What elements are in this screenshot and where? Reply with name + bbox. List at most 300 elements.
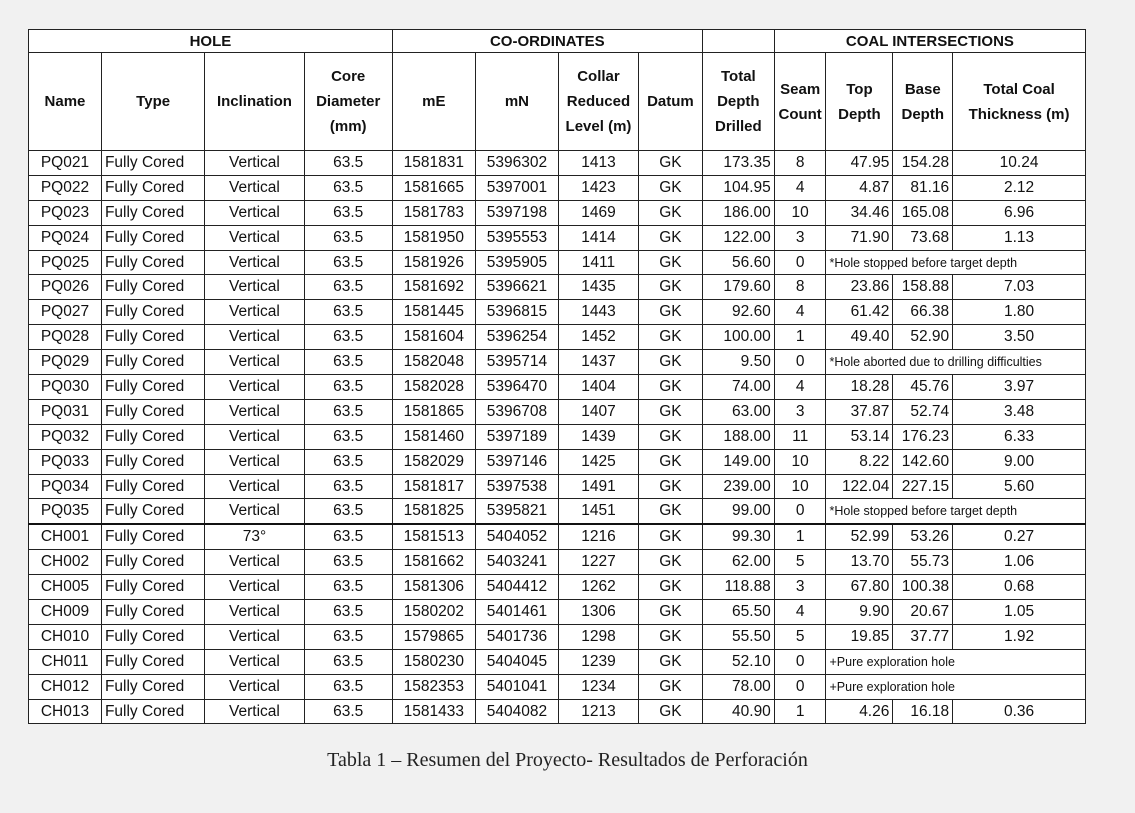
cell-me: 1580202 xyxy=(392,600,475,625)
cell-inclination: Vertical xyxy=(205,200,304,225)
cell-mn: 5395714 xyxy=(475,350,558,375)
cell-me: 1581783 xyxy=(392,200,475,225)
cell-collar-level: 1439 xyxy=(558,424,638,449)
cell-me: 1581445 xyxy=(392,300,475,325)
cell-type: Fully Cored xyxy=(101,649,204,674)
cell-type: Fully Cored xyxy=(101,499,204,524)
cell-total-depth: 100.00 xyxy=(702,325,774,350)
cell-coal-thickness: 10.24 xyxy=(953,151,1086,176)
cell-mn: 5397538 xyxy=(475,474,558,499)
group-header-coal-intersections: COAL INTERSECTIONS xyxy=(774,30,1085,53)
cell-datum: GK xyxy=(639,399,703,424)
cell-core-diameter: 63.5 xyxy=(304,474,392,499)
cell-base-depth: 227.15 xyxy=(893,474,953,499)
cell-total-depth: 99.00 xyxy=(702,499,774,524)
cell-name: PQ035 xyxy=(29,499,102,524)
cell-collar-level: 1411 xyxy=(558,250,638,275)
cell-top-depth: 34.46 xyxy=(826,200,893,225)
cell-seam-count: 4 xyxy=(774,300,826,325)
cell-top-depth: 8.22 xyxy=(826,449,893,474)
cell-name: PQ028 xyxy=(29,325,102,350)
cell-coal-thickness: 3.48 xyxy=(953,399,1086,424)
cell-collar-level: 1239 xyxy=(558,649,638,674)
cell-coal-thickness: 1.13 xyxy=(953,225,1086,250)
cell-collar-level: 1213 xyxy=(558,699,638,724)
cell-core-diameter: 63.5 xyxy=(304,575,392,600)
cell-total-depth: 118.88 xyxy=(702,575,774,600)
cell-type: Fully Cored xyxy=(101,375,204,400)
col-header-total-depth: Total Depth Drilled xyxy=(702,53,774,151)
cell-core-diameter: 63.5 xyxy=(304,649,392,674)
cell-me: 1581665 xyxy=(392,175,475,200)
cell-me: 1581460 xyxy=(392,424,475,449)
cell-name: CH009 xyxy=(29,600,102,625)
cell-mn: 5403241 xyxy=(475,550,558,575)
cell-me: 1581513 xyxy=(392,524,475,549)
cell-type: Fully Cored xyxy=(101,674,204,699)
cell-inclination: Vertical xyxy=(205,499,304,524)
cell-top-depth: 52.99 xyxy=(826,524,893,549)
table-caption: Tabla 1 – Resumen del Proyecto- Resultados de Perforación xyxy=(327,749,808,771)
cell-total-depth: 56.60 xyxy=(702,250,774,275)
cell-collar-level: 1437 xyxy=(558,350,638,375)
cell-type: Fully Cored xyxy=(101,699,204,724)
cell-me: 1581662 xyxy=(392,550,475,575)
col-header-type: Type xyxy=(101,53,204,151)
cell-type: Fully Cored xyxy=(101,424,204,449)
cell-total-depth: 62.00 xyxy=(702,550,774,575)
cell-type: Fully Cored xyxy=(101,151,204,176)
cell-note: +Pure exploration hole xyxy=(826,674,1086,699)
cell-datum: GK xyxy=(639,275,703,300)
table-row xyxy=(29,524,1086,549)
cell-name: PQ026 xyxy=(29,275,102,300)
cell-type: Fully Cored xyxy=(101,600,204,625)
cell-core-diameter: 63.5 xyxy=(304,151,392,176)
cell-base-depth: 16.18 xyxy=(893,699,953,724)
cell-base-depth: 158.88 xyxy=(893,275,953,300)
cell-seam-count: 3 xyxy=(774,399,826,424)
cell-name: PQ030 xyxy=(29,375,102,400)
cell-seam-count: 5 xyxy=(774,624,826,649)
cell-seam-count: 0 xyxy=(774,250,826,275)
cell-base-depth: 154.28 xyxy=(893,151,953,176)
cell-base-depth: 142.60 xyxy=(893,449,953,474)
cell-core-diameter: 63.5 xyxy=(304,225,392,250)
cell-seam-count: 5 xyxy=(774,550,826,575)
cell-total-depth: 239.00 xyxy=(702,474,774,499)
cell-type: Fully Cored xyxy=(101,225,204,250)
cell-datum: GK xyxy=(639,200,703,225)
group-header-row xyxy=(29,30,1086,53)
cell-collar-level: 1425 xyxy=(558,449,638,474)
cell-core-diameter: 63.5 xyxy=(304,424,392,449)
cell-total-depth: 63.00 xyxy=(702,399,774,424)
cell-datum: GK xyxy=(639,175,703,200)
cell-core-diameter: 63.5 xyxy=(304,175,392,200)
cell-base-depth: 52.74 xyxy=(893,399,953,424)
cell-datum: GK xyxy=(639,151,703,176)
cell-name: CH010 xyxy=(29,624,102,649)
cell-seam-count: 4 xyxy=(774,600,826,625)
cell-name: PQ033 xyxy=(29,449,102,474)
cell-type: Fully Cored xyxy=(101,399,204,424)
cell-total-depth: 149.00 xyxy=(702,449,774,474)
cell-inclination: Vertical xyxy=(205,600,304,625)
col-header-mn: mN xyxy=(475,53,558,151)
cell-collar-level: 1452 xyxy=(558,325,638,350)
cell-coal-thickness: 0.36 xyxy=(953,699,1086,724)
cell-coal-thickness: 6.33 xyxy=(953,424,1086,449)
cell-base-depth: 20.67 xyxy=(893,600,953,625)
table-row xyxy=(29,699,1086,724)
cell-base-depth: 176.23 xyxy=(893,424,953,449)
cell-collar-level: 1414 xyxy=(558,225,638,250)
cell-coal-thickness: 6.96 xyxy=(953,200,1086,225)
table-row xyxy=(29,575,1086,600)
cell-top-depth: 23.86 xyxy=(826,275,893,300)
table-row xyxy=(29,424,1086,449)
cell-coal-thickness: 7.03 xyxy=(953,275,1086,300)
cell-me: 1581865 xyxy=(392,399,475,424)
cell-core-diameter: 63.5 xyxy=(304,600,392,625)
col-header-top-depth: Top Depth xyxy=(826,53,893,151)
cell-top-depth: 9.90 xyxy=(826,600,893,625)
cell-me: 1581692 xyxy=(392,275,475,300)
cell-name: CH011 xyxy=(29,649,102,674)
cell-collar-level: 1234 xyxy=(558,674,638,699)
cell-total-depth: 65.50 xyxy=(702,600,774,625)
cell-base-depth: 45.76 xyxy=(893,375,953,400)
cell-mn: 5396815 xyxy=(475,300,558,325)
col-header-seam-count: Seam Count xyxy=(774,53,826,151)
cell-mn: 5404412 xyxy=(475,575,558,600)
col-header-base-depth: Base Depth xyxy=(893,53,953,151)
cell-datum: GK xyxy=(639,649,703,674)
cell-inclination: 73° xyxy=(205,524,304,549)
cell-inclination: Vertical xyxy=(205,674,304,699)
cell-coal-thickness: 1.92 xyxy=(953,624,1086,649)
cell-mn: 5401461 xyxy=(475,600,558,625)
cell-seam-count: 11 xyxy=(774,424,826,449)
cell-core-diameter: 63.5 xyxy=(304,674,392,699)
cell-total-depth: 179.60 xyxy=(702,275,774,300)
cell-mn: 5395553 xyxy=(475,225,558,250)
cell-base-depth: 81.16 xyxy=(893,175,953,200)
cell-core-diameter: 63.5 xyxy=(304,499,392,524)
cell-inclination: Vertical xyxy=(205,375,304,400)
cell-core-diameter: 63.5 xyxy=(304,550,392,575)
cell-name: CH002 xyxy=(29,550,102,575)
cell-me: 1581825 xyxy=(392,499,475,524)
cell-collar-level: 1413 xyxy=(558,151,638,176)
cell-mn: 5396470 xyxy=(475,375,558,400)
cell-datum: GK xyxy=(639,474,703,499)
cell-base-depth: 100.38 xyxy=(893,575,953,600)
cell-collar-level: 1216 xyxy=(558,524,638,549)
cell-top-depth: 49.40 xyxy=(826,325,893,350)
cell-seam-count: 0 xyxy=(774,350,826,375)
cell-datum: GK xyxy=(639,624,703,649)
cell-seam-count: 4 xyxy=(774,175,826,200)
cell-core-diameter: 63.5 xyxy=(304,275,392,300)
table-row xyxy=(29,674,1086,699)
cell-top-depth: 19.85 xyxy=(826,624,893,649)
cell-coal-thickness: 1.80 xyxy=(953,300,1086,325)
cell-name: PQ029 xyxy=(29,350,102,375)
cell-core-diameter: 63.5 xyxy=(304,449,392,474)
table-row xyxy=(29,325,1086,350)
cell-base-depth: 52.90 xyxy=(893,325,953,350)
cell-coal-thickness: 5.60 xyxy=(953,474,1086,499)
cell-inclination: Vertical xyxy=(205,399,304,424)
cell-total-depth: 173.35 xyxy=(702,151,774,176)
cell-core-diameter: 63.5 xyxy=(304,624,392,649)
cell-core-diameter: 63.5 xyxy=(304,200,392,225)
cell-me: 1580230 xyxy=(392,649,475,674)
cell-type: Fully Cored xyxy=(101,300,204,325)
cell-name: PQ024 xyxy=(29,225,102,250)
cell-inclination: Vertical xyxy=(205,250,304,275)
table-row xyxy=(29,300,1086,325)
col-header-inclination: Inclination xyxy=(205,53,304,151)
cell-inclination: Vertical xyxy=(205,699,304,724)
cell-seam-count: 10 xyxy=(774,474,826,499)
cell-core-diameter: 63.5 xyxy=(304,399,392,424)
cell-collar-level: 1423 xyxy=(558,175,638,200)
table-row xyxy=(29,399,1086,424)
cell-total-depth: 40.90 xyxy=(702,699,774,724)
cell-name: CH005 xyxy=(29,575,102,600)
table-row xyxy=(29,200,1086,225)
cell-seam-count: 1 xyxy=(774,325,826,350)
cell-total-depth: 52.10 xyxy=(702,649,774,674)
cell-seam-count: 10 xyxy=(774,200,826,225)
cell-core-diameter: 63.5 xyxy=(304,375,392,400)
cell-top-depth: 61.42 xyxy=(826,300,893,325)
cell-datum: GK xyxy=(639,699,703,724)
cell-datum: GK xyxy=(639,449,703,474)
cell-collar-level: 1491 xyxy=(558,474,638,499)
cell-me: 1581306 xyxy=(392,575,475,600)
cell-name: CH013 xyxy=(29,699,102,724)
cell-datum: GK xyxy=(639,325,703,350)
cell-inclination: Vertical xyxy=(205,575,304,600)
cell-type: Fully Cored xyxy=(101,474,204,499)
column-header-row xyxy=(29,53,1086,151)
cell-total-depth: 55.50 xyxy=(702,624,774,649)
cell-note: *Hole aborted due to drilling difficulties xyxy=(826,350,1086,375)
cell-base-depth: 73.68 xyxy=(893,225,953,250)
table-row xyxy=(29,449,1086,474)
cell-me: 1581433 xyxy=(392,699,475,724)
cell-seam-count: 4 xyxy=(774,375,826,400)
cell-coal-thickness: 3.50 xyxy=(953,325,1086,350)
cell-total-depth: 9.50 xyxy=(702,350,774,375)
group-header-spacer xyxy=(702,30,774,53)
cell-core-diameter: 63.5 xyxy=(304,699,392,724)
cell-me: 1582028 xyxy=(392,375,475,400)
cell-collar-level: 1407 xyxy=(558,399,638,424)
cell-name: PQ031 xyxy=(29,399,102,424)
cell-type: Fully Cored xyxy=(101,524,204,549)
cell-collar-level: 1435 xyxy=(558,275,638,300)
cell-inclination: Vertical xyxy=(205,225,304,250)
cell-me: 1579865 xyxy=(392,624,475,649)
cell-datum: GK xyxy=(639,225,703,250)
cell-core-diameter: 63.5 xyxy=(304,325,392,350)
cell-inclination: Vertical xyxy=(205,325,304,350)
col-header-me: mE xyxy=(392,53,475,151)
cell-seam-count: 0 xyxy=(774,674,826,699)
table-row xyxy=(29,649,1086,674)
cell-mn: 5395821 xyxy=(475,499,558,524)
cell-type: Fully Cored xyxy=(101,575,204,600)
cell-seam-count: 0 xyxy=(774,499,826,524)
cell-inclination: Vertical xyxy=(205,649,304,674)
cell-type: Fully Cored xyxy=(101,200,204,225)
cell-seam-count: 10 xyxy=(774,449,826,474)
cell-mn: 5396708 xyxy=(475,399,558,424)
cell-datum: GK xyxy=(639,524,703,549)
cell-coal-thickness: 1.05 xyxy=(953,600,1086,625)
cell-total-depth: 186.00 xyxy=(702,200,774,225)
cell-total-depth: 122.00 xyxy=(702,225,774,250)
cell-mn: 5397146 xyxy=(475,449,558,474)
cell-mn: 5397198 xyxy=(475,200,558,225)
cell-seam-count: 1 xyxy=(774,524,826,549)
cell-datum: GK xyxy=(639,600,703,625)
group-header-hole: HOLE xyxy=(29,30,393,53)
cell-core-diameter: 63.5 xyxy=(304,300,392,325)
cell-inclination: Vertical xyxy=(205,474,304,499)
col-header-datum: Datum xyxy=(639,53,703,151)
cell-inclination: Vertical xyxy=(205,151,304,176)
cell-top-depth: 53.14 xyxy=(826,424,893,449)
col-header-collar-level: Collar Reduced Level (m) xyxy=(558,53,638,151)
cell-datum: GK xyxy=(639,499,703,524)
table-row xyxy=(29,375,1086,400)
cell-base-depth: 53.26 xyxy=(893,524,953,549)
cell-mn: 5396254 xyxy=(475,325,558,350)
cell-top-depth: 13.70 xyxy=(826,550,893,575)
cell-seam-count: 3 xyxy=(774,225,826,250)
cell-inclination: Vertical xyxy=(205,449,304,474)
cell-me: 1581950 xyxy=(392,225,475,250)
cell-me: 1581831 xyxy=(392,151,475,176)
cell-seam-count: 0 xyxy=(774,649,826,674)
cell-coal-thickness: 2.12 xyxy=(953,175,1086,200)
cell-note: *Hole stopped before target depth xyxy=(826,499,1086,524)
cell-coal-thickness: 0.68 xyxy=(953,575,1086,600)
group-header-coordinates: CO-ORDINATES xyxy=(392,30,702,53)
cell-name: PQ021 xyxy=(29,151,102,176)
cell-top-depth: 4.26 xyxy=(826,699,893,724)
table-body xyxy=(29,151,1086,724)
cell-mn: 5404082 xyxy=(475,699,558,724)
col-header-core-diameter: Core Diameter (mm) xyxy=(304,53,392,151)
cell-mn: 5401041 xyxy=(475,674,558,699)
cell-datum: GK xyxy=(639,375,703,400)
cell-me: 1581604 xyxy=(392,325,475,350)
cell-inclination: Vertical xyxy=(205,175,304,200)
cell-type: Fully Cored xyxy=(101,550,204,575)
cell-type: Fully Cored xyxy=(101,350,204,375)
table-row xyxy=(29,600,1086,625)
cell-me: 1581926 xyxy=(392,250,475,275)
cell-base-depth: 55.73 xyxy=(893,550,953,575)
cell-mn: 5397189 xyxy=(475,424,558,449)
table-row xyxy=(29,350,1086,375)
cell-datum: GK xyxy=(639,674,703,699)
cell-mn: 5404052 xyxy=(475,524,558,549)
cell-type: Fully Cored xyxy=(101,275,204,300)
cell-inclination: Vertical xyxy=(205,300,304,325)
cell-top-depth: 67.80 xyxy=(826,575,893,600)
table-row xyxy=(29,175,1086,200)
cell-top-depth: 122.04 xyxy=(826,474,893,499)
col-header-name: Name xyxy=(29,53,102,151)
table-row xyxy=(29,474,1086,499)
cell-inclination: Vertical xyxy=(205,624,304,649)
cell-base-depth: 37.77 xyxy=(893,624,953,649)
cell-top-depth: 71.90 xyxy=(826,225,893,250)
cell-inclination: Vertical xyxy=(205,350,304,375)
table-row xyxy=(29,624,1086,649)
cell-me: 1582029 xyxy=(392,449,475,474)
cell-coal-thickness: 1.06 xyxy=(953,550,1086,575)
cell-collar-level: 1443 xyxy=(558,300,638,325)
cell-type: Fully Cored xyxy=(101,624,204,649)
cell-seam-count: 8 xyxy=(774,151,826,176)
cell-name: PQ025 xyxy=(29,250,102,275)
cell-type: Fully Cored xyxy=(101,175,204,200)
cell-core-diameter: 63.5 xyxy=(304,250,392,275)
cell-collar-level: 1451 xyxy=(558,499,638,524)
cell-me: 1582048 xyxy=(392,350,475,375)
cell-name: PQ022 xyxy=(29,175,102,200)
cell-total-depth: 188.00 xyxy=(702,424,774,449)
cell-name: PQ034 xyxy=(29,474,102,499)
cell-total-depth: 104.95 xyxy=(702,175,774,200)
cell-top-depth: 37.87 xyxy=(826,399,893,424)
cell-type: Fully Cored xyxy=(101,250,204,275)
cell-collar-level: 1262 xyxy=(558,575,638,600)
cell-name: PQ027 xyxy=(29,300,102,325)
cell-mn: 5396302 xyxy=(475,151,558,176)
cell-core-diameter: 63.5 xyxy=(304,524,392,549)
cell-inclination: Vertical xyxy=(205,275,304,300)
cell-note: +Pure exploration hole xyxy=(826,649,1086,674)
cell-datum: GK xyxy=(639,250,703,275)
cell-base-depth: 66.38 xyxy=(893,300,953,325)
cell-total-depth: 78.00 xyxy=(702,674,774,699)
cell-type: Fully Cored xyxy=(101,449,204,474)
cell-name: PQ032 xyxy=(29,424,102,449)
table-row xyxy=(29,550,1086,575)
table-row xyxy=(29,499,1086,524)
cell-collar-level: 1306 xyxy=(558,600,638,625)
cell-name: PQ023 xyxy=(29,200,102,225)
cell-coal-thickness: 3.97 xyxy=(953,375,1086,400)
cell-collar-level: 1298 xyxy=(558,624,638,649)
cell-mn: 5396621 xyxy=(475,275,558,300)
table-row xyxy=(29,250,1086,275)
cell-coal-thickness: 9.00 xyxy=(953,449,1086,474)
cell-seam-count: 8 xyxy=(774,275,826,300)
cell-datum: GK xyxy=(639,424,703,449)
cell-total-depth: 99.30 xyxy=(702,524,774,549)
